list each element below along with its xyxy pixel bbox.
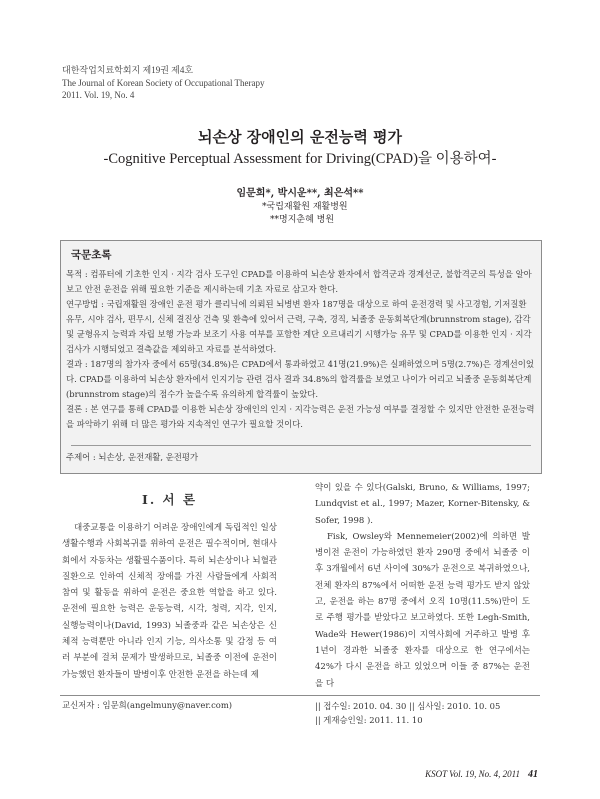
accepted-date: || 게재승인일: 2011. 11. 10 [315,715,423,725]
left-column [62,480,277,683]
intro-paragraph-1: 대중교통을 이용하기 어려운 장애인에게 독립적인 일상생활수행과 사회복귀를 위하여 운전은 필수적이며, 현대사회에서 자동차는 생활필수품이다. 특히 뇌손상이나 뇌혈관 질환으로 인하여 신체적 장애를 가진 사람들에게 사회적 참여 및 활동을 위하여 운전은 중요한 역할을 하고 있다. 운전에 필요한 능력은 운동능력, 시각, 청력, 지각, 인지, 실행능력이나(David, 1993) 뇌졸중과 같은 뇌손상은 신체적 능력뿐만 아니라 인지 기능, 의사소통 및 감정 등 여러 부분에 걸쳐 문제가 발생하므로, 뇌졸중 이전에 운전이 가능했던 환자들이 발병이후 안전한 운전을 하는데 제 [62,523,277,680]
running-footer-journal: KSOT Vol. 19, No. 4, 2011 [425,769,520,779]
footer-divider [60,695,540,696]
abstract-conclusion: 결론 : 본 연구를 통해 CPAD를 이용한 뇌손상 장애인의 인지 · 지각능력은 운전 가능성 여부를 결정할 수 있지만 안전한 운전능력을 파악하기 위해 더 많은 평가와 지속적인 연구가 필요할 것이다. [66,404,535,429]
running-footer [425,769,538,780]
affiliation-1: *국립재활원 재활병원 [262,202,348,212]
abstract-purpose: 목적 : 컴퓨터에 기초한 인지 · 지각 검사 도구인 CPAD를 이용하여 뇌손상 환자에서 합격군과 경계선군, 불합격군의 특성을 알아보고 안전 운전을 위해 필요한 기준을 제시하는데 기초 자료로 삼고자 한다. [66,269,532,294]
page-number: 41 [528,769,538,780]
journal-header [62,64,362,102]
paper-title-korean: 뇌손상 장애인의 운전능력 평가 [197,128,403,146]
submission-dates [315,699,500,727]
abstract-results: 결과 : 187명의 참가자 중에서 65명(34.8%)은 CPAD에서 통과하였고 41명(21.9%)은 실패하였으며 5명(2.7%)은 경계선이었다. CPAD를 이용하여 뇌손상 환자에서 인지기능 관련 검사 결과 34.8%의 합격률을 보였고 나이가 어리고 뇌졸중 운동회복단계(brunnstrom stage)의 점수가 높을수록 유의하게 합격률이 높았다. [66,359,534,399]
author-list: 임문희*, 박시운**, 최은석** [236,188,364,199]
intro-paragraph-2: Fisk, Owsley와 Mennemeier(2002)에 의하면 발병이전 운전이 가능하였던 환자 290명 중에서 뇌졸중 이후 3개월에서 6년 사이에 30%가 운전으로 복귀하였으나, 전체 환자의 87%에서 어떠한 운전 능력 평가도 받지 않았고, 운전을 하는 87명 중에서 오직 10명(11.5%)만이 도로 주행 평가를 받았다고 보고하였다. 또한 Legh-Smith, Wade와 Hewer(1986)이 지역사회에 거주하고 발병 후 1년이 경과한 뇌졸중 환자를 대상으로 한 연구에서는 42%가 다시 운전을 하고 있었으며 이들 중 87%는 운전을 다 [315,531,530,689]
abstract-body [66,267,536,432]
journal-korean-title: 대한작업치료학회지 제19권 제4호 [62,65,194,75]
corresponding-author: 교신저자 : 임문희(angelmuny@naver.com) [62,700,233,710]
journal-english-title: The Journal of Korean Society of Occupational Therapy [62,77,265,88]
journal-volume: 2011. Vol. 19, No. 4 [62,90,135,100]
abstract-keywords: 주제어 : 뇌손상, 운전재활, 운전평가 [66,452,199,462]
paper-subtitle: -Cognitive Perceptual Assessment for Driving(CPAD)을 이용하여- [103,151,497,167]
abstract-heading: 국문초록 [71,249,112,261]
abstract-divider [71,445,531,446]
abstract-methods: 연구방법 : 국립재활원 장애인 운전 평가 클리닉에 의뢰된 뇌병변 환자 187명을 대상으로 하여 운전경력 및 사고경험, 기저질환 유무, 시야 검사, 편무시, 신체 결진상 건측 및 환측에 있어서 근력, 구축, 경직, 뇌졸중 운동회복단계(brunnstrom stage), 감각 및 균형유지 능력과 자립 보행 가능과 보조기 사용 여부를 포함한 계단 오르내리기 시행가능 유무 및 CPAD를 이용한 인지 · 지각검사가 시행되었고 결측값을 제외하고 자료를 분석하였다. [66,299,532,354]
right-column [315,480,530,692]
intro-continuation: 약이 있을 수 있다(Galski, Bruno, & Williams, 1997; Lundqvist et al., 1997; Mazer, Korner-Bitensky, & Sofer, 1998 ). [315,483,530,526]
affiliation-2: **명지춘혜 병원 [270,215,335,225]
abstract-box [60,240,542,474]
received-date: || 접수일: 2010. 04. 30 || 심사일: 2010. 10. 05 [315,701,501,711]
section-heading-introduction: Ⅰ. 서 론 [141,492,198,507]
